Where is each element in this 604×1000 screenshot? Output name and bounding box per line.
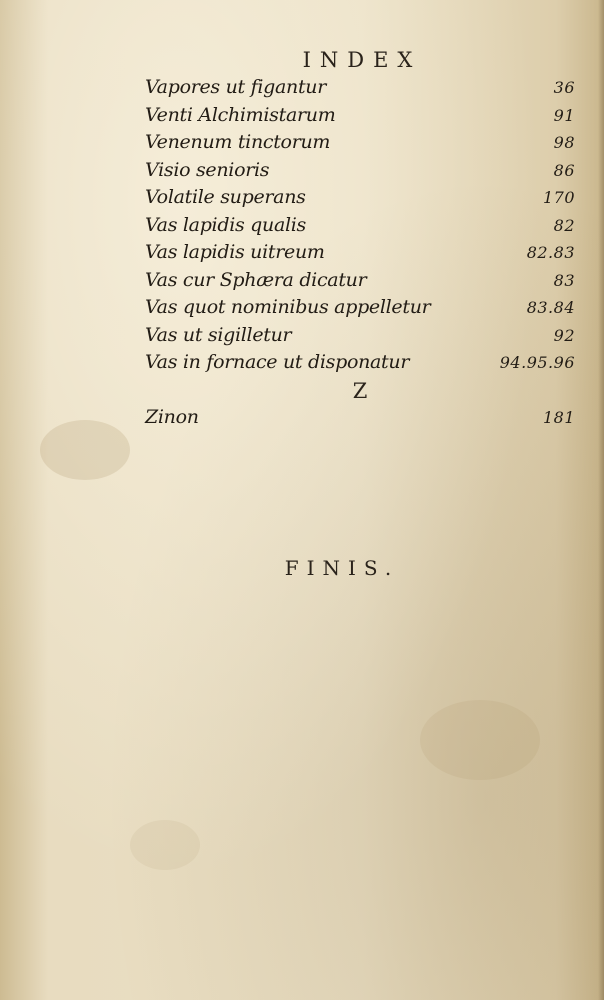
entry-pages: 82.83 xyxy=(526,243,575,262)
entry-term: Vas lapidis uitreum xyxy=(145,241,325,263)
entry-pages: 92 xyxy=(553,325,575,345)
entry-term: Vas lapidis qualis xyxy=(145,213,306,236)
entry-pages: 83 xyxy=(553,270,575,290)
entry-term: Vas quot nominibus appelletur xyxy=(145,296,431,318)
index-entry xyxy=(145,351,575,379)
foxing-stain xyxy=(40,420,130,480)
index-entry xyxy=(145,131,575,159)
entry-term: Venti Alchimistarum xyxy=(145,103,336,126)
entry-pages: 94.95.96 xyxy=(499,353,575,372)
entry-pages: 98 xyxy=(553,133,575,152)
entry-pages: 181 xyxy=(542,408,575,427)
index-entry xyxy=(145,214,575,242)
index-entry xyxy=(145,76,575,104)
entry-pages: 36 xyxy=(553,78,575,97)
index-entry xyxy=(145,269,575,297)
section-heading-row xyxy=(145,379,575,407)
index-entry xyxy=(145,186,575,214)
entry-term: Vas ut sigilletur xyxy=(145,323,292,346)
entry-term: Vas cur Sphæra dicatur xyxy=(145,268,367,291)
entry-term: Vas in fornace ut disponatur xyxy=(145,351,410,373)
entry-term: Zinon xyxy=(145,406,199,428)
entry-pages: 82 xyxy=(553,215,575,235)
index-entry xyxy=(145,406,575,434)
index-entry xyxy=(145,104,575,132)
foxing-stain xyxy=(420,700,540,780)
entry-term: Visio senioris xyxy=(145,158,270,181)
index-entries xyxy=(145,76,575,434)
index-entry xyxy=(145,241,575,269)
section-letter: Z xyxy=(352,378,368,403)
entry-pages: 86 xyxy=(553,160,575,180)
index-entry xyxy=(145,296,575,324)
entry-pages: 91 xyxy=(553,105,575,125)
entry-pages: 170 xyxy=(542,188,575,207)
index-entry xyxy=(145,159,575,187)
page-edge-shadow xyxy=(598,0,604,1000)
entry-term: Vapores ut figantur xyxy=(145,76,327,98)
index-entry xyxy=(145,324,575,352)
entry-term: Volatile superans xyxy=(145,186,306,208)
index-header: INDEX xyxy=(302,48,422,72)
entry-term: Venenum tinctorum xyxy=(145,131,331,153)
foxing-stain xyxy=(130,820,200,870)
finis-colophon: FINIS. xyxy=(284,556,400,580)
entry-pages: 83.84 xyxy=(526,298,575,317)
